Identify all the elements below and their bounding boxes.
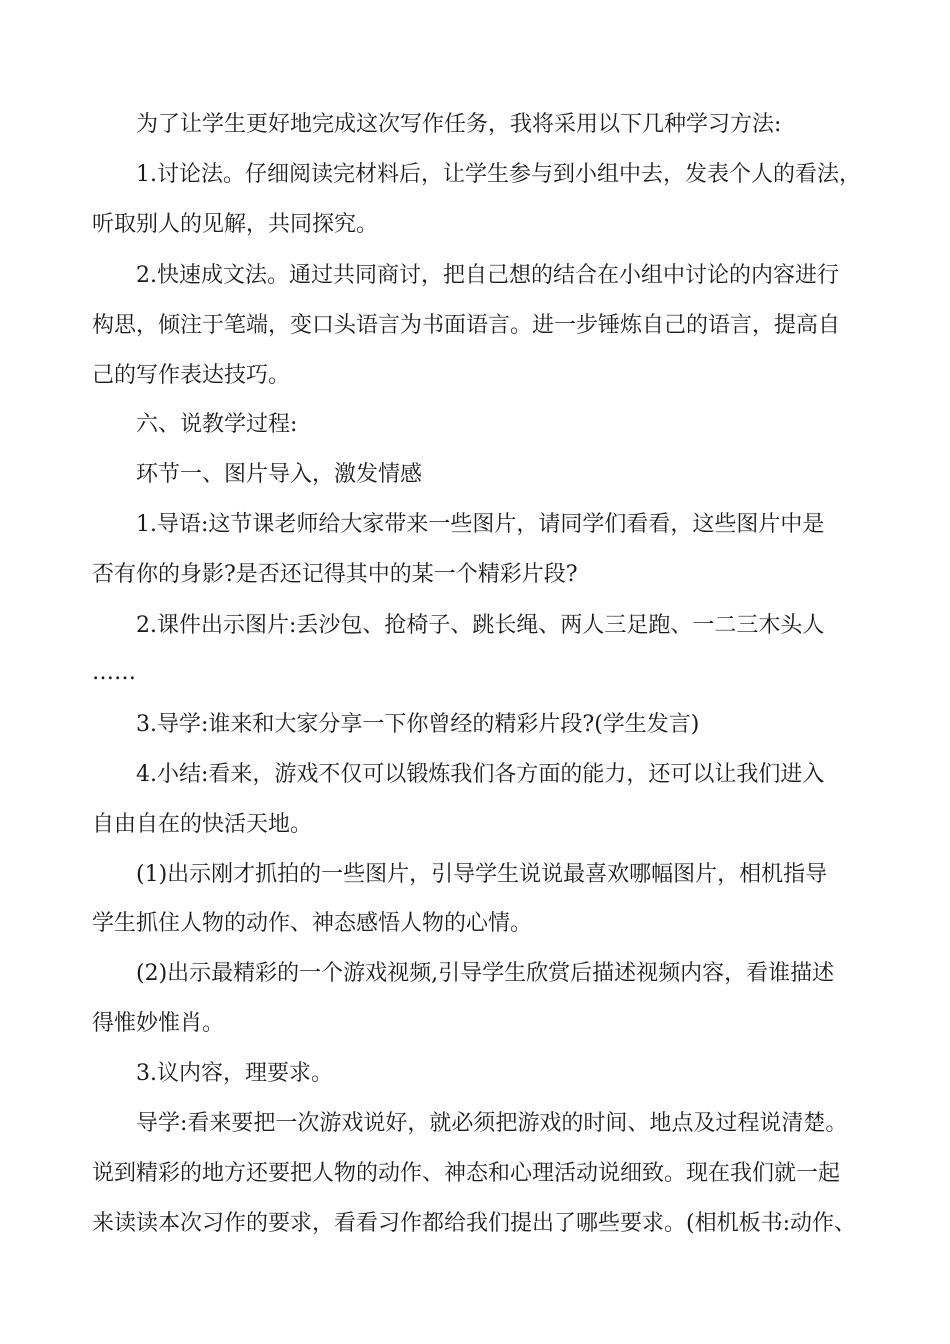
paragraph-line: 1.讨论法。仔细阅读完材料后，让学生参与到小组中去，发表个人的看法， [136,162,861,187]
paragraph-line: 否有你的身影?是否还记得其中的某一个精彩片段? [92,562,578,587]
subsection-heading: 环节一、图片导入，激发情感 [136,462,423,487]
paragraph-line: 来读读本次习作的要求，看看习作都给我们提出了哪些要求。(相机板书:动作、 [92,1211,856,1236]
paragraph-line: 2.课件出示图片:丢沙包、抢椅子、跳长绳、两人三足跑、一二三木头人 [136,613,825,638]
paragraph-line: 听取别人的见解，共同探究。 [92,212,379,237]
paragraph-line: 3.导学:谁来和大家分享一下你曾经的精彩片段?(学生发言) [136,712,700,737]
section-heading: 六、说教学过程: [136,412,298,437]
paragraph-line: 自由自在的快活天地。 [92,812,313,837]
paragraph-line: 1.导语:这节课老师给大家带来一些图片，请同学们看看，这些图片中是 [136,512,825,537]
paragraph-line: 得惟妙惟肖。 [92,1011,225,1036]
paragraph-line: 学生抓住人物的动作、神态感悟人物的心情。 [92,911,533,936]
paragraph-line: 导学:看来要把一次游戏说好，就必须把游戏的时间、地点及过程说清楚。 [136,1111,848,1136]
paragraph-line: 构思，倾注于笔端，变口头语言为书面语言。进一步锤炼自己的语言，提高自 [92,313,841,338]
paragraph-line: (2)出示最精彩的一个游戏视频,引导学生欣赏后描述视频内容，看谁描述 [136,961,835,986]
paragraph-line: …… [92,660,136,685]
paragraph-line: 为了让学生更好地完成这次写作任务，我将采用以下几种学习方法: [136,112,782,137]
paragraph-line: 己的写作表达技巧。 [92,363,291,388]
paragraph-line: (1)出示刚才抓拍的一些图片，引导学生说说最喜欢哪幅图片，相机指导 [136,862,828,887]
paragraph-line: 2.快速成文法。通过共同商讨，把自己想的结合在小组中讨论的内容进行 [136,263,839,288]
paragraph-line: 说到精彩的地方还要把人物的动作、神态和心理活动说细致。现在我们就一起 [92,1161,841,1186]
paragraph-line: 3.议内容，理要求。 [136,1061,333,1086]
paragraph-line: 4.小结:看来，游戏不仅可以锻炼我们各方面的能力，还可以让我们进入 [136,762,825,787]
